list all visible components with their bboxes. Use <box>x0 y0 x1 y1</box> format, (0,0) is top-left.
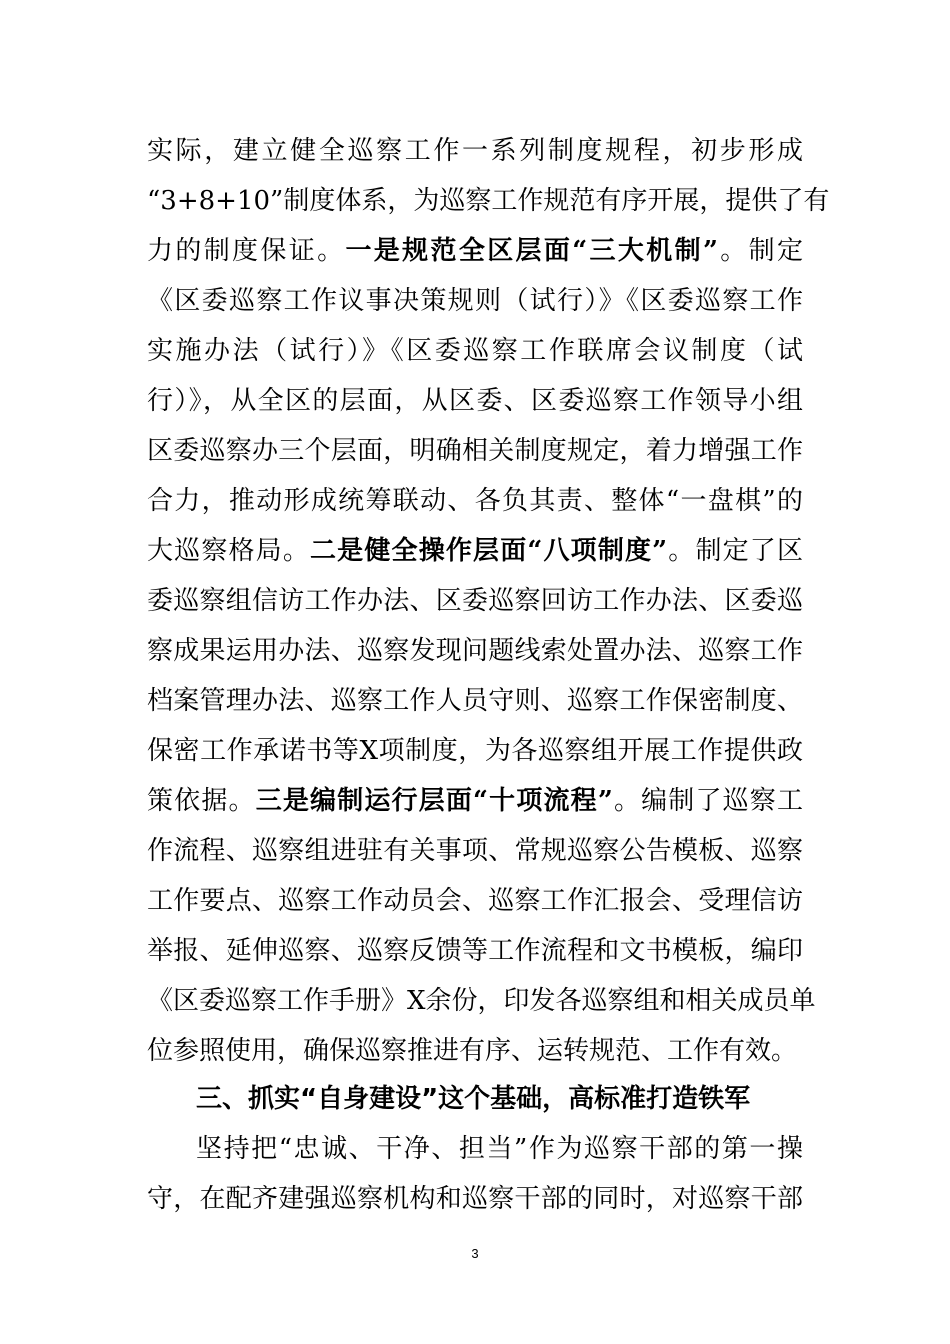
paragraph-line <box>147 731 803 771</box>
paragraph-line <box>147 1031 803 1071</box>
bold-phrase: 三是编制运行层面“十项流程” <box>255 786 613 816</box>
text-run: 力的制度保证。 <box>147 236 346 266</box>
text-run: 档案管理办法、巡察工作人员守则、巡察工作保密制度、 <box>147 686 803 716</box>
paragraph-line <box>147 981 816 1021</box>
text-run: 《区委巡察工作手册》X余份，印发各巡察组和相关成员单 <box>147 986 816 1016</box>
text-run: 工作要点、巡察工作动员会、巡察工作汇报会、受理信访 <box>147 886 803 916</box>
section-heading: 三、抓实“自身建设”这个基础，高标准打造铁军 <box>196 1084 751 1114</box>
text-run: 策依据。 <box>147 786 256 816</box>
paragraph-line <box>147 881 803 921</box>
paragraph-line <box>147 581 803 621</box>
paragraph-line <box>147 431 803 471</box>
text-run: 位参照使用，确保巡察推进有序、运转规范、工作有效。 <box>147 1036 798 1066</box>
paragraph-line: 守，在配齐建强巡察机构和巡察干部的同时，对巡察干部 <box>147 1184 803 1214</box>
paragraph-line <box>147 931 803 971</box>
text-run: 举报、延伸巡察、巡察反馈等工作流程和文书模板，编印 <box>147 936 803 966</box>
paragraph-line <box>147 781 803 821</box>
paragraph-line <box>147 531 803 571</box>
text-run: 行）》，从全区的层面，从区委、区委巡察工作领导小组 <box>147 386 803 416</box>
text-run: 。制定 <box>717 236 803 266</box>
text-run: “3+8+10”制度体系，为巡察工作规范有序开展，提供了有 <box>147 186 830 216</box>
text-run: 区委巡察办三个层面，明确相关制度规定，着力增强工作 <box>147 436 803 466</box>
paragraph-line <box>147 481 803 521</box>
text-run: 实施办法（试行）》《区委巡察工作联席会议制度（试 <box>147 336 803 366</box>
text-run: 。制定了区 <box>667 536 803 566</box>
paragraph-line <box>147 281 803 321</box>
paragraph-line <box>147 381 803 421</box>
paragraph-line: 坚持把“忠诚、干净、担当”作为巡察干部的第一操 <box>196 1134 803 1164</box>
paragraph-line <box>147 181 830 221</box>
text-run: 合力，推动形成统筹联动、各负其责、整体“一盘棋”的 <box>147 486 803 516</box>
paragraph-line <box>147 331 803 371</box>
paragraph-line <box>147 631 803 671</box>
paragraph-line <box>147 131 803 171</box>
paragraph-line <box>147 681 803 721</box>
page-number: 3 <box>471 1246 479 1261</box>
text-run: 保密工作承诺书等X项制度，为各巡察组开展工作提供政 <box>147 736 803 766</box>
paragraph-line <box>147 831 803 871</box>
bold-phrase: 二是健全操作层面“八项制度” <box>310 536 668 566</box>
text-run: 委巡察组信访工作办法、区委巡察回访工作办法、区委巡 <box>147 586 803 616</box>
text-run: 实际，建立健全巡察工作一系列制度规程，初步形成 <box>147 136 803 166</box>
paragraph-line <box>147 231 803 271</box>
text-run: 。编制了巡察工 <box>612 786 803 816</box>
text-run: 大巡察格局。 <box>147 536 311 566</box>
text-run: 作流程、巡察组进驻有关事项、常规巡察公告模板、巡察 <box>147 836 803 866</box>
bold-phrase: 一是规范全区层面“三大机制” <box>345 236 718 266</box>
text-run: 《区委巡察工作议事决策规则（试行）》《区委巡察工作 <box>147 286 803 316</box>
text-run: 察成果运用办法、巡察发现问题线索处置办法、巡察工作 <box>147 636 803 666</box>
